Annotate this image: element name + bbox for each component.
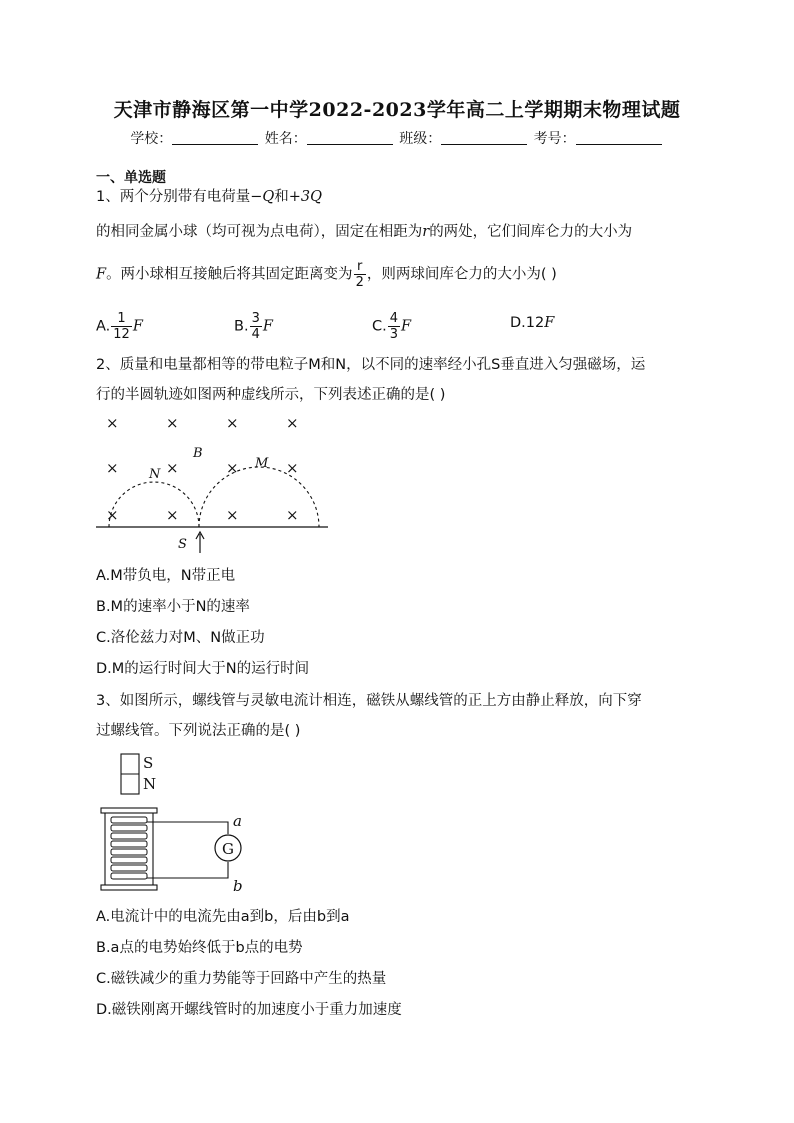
trajectory-m [199, 467, 319, 527]
q3-option-b[interactable]: B.a点的电势始终低于b点的电势 [96, 940, 303, 956]
class-blank [441, 130, 527, 145]
q2-option-b[interactable]: B.M的速率小于N的速率 [96, 599, 250, 615]
school-blank [172, 130, 258, 145]
magnetic-field-figure [94, 410, 334, 560]
q2-option-a[interactable]: A.M带负电，N带正电 [96, 568, 236, 584]
field-cross: × [166, 506, 179, 524]
student-info-row [0, 128, 794, 148]
class-label: 班级： [399, 131, 442, 147]
r-over-2-fraction: $\frac{r}{2}$ [355, 259, 364, 290]
coil-turn [111, 873, 147, 879]
field-cross: × [286, 414, 299, 432]
field-cross: × [106, 459, 119, 477]
field-cross: × [226, 414, 239, 432]
field-cross: × [286, 506, 299, 524]
label-b: B [193, 446, 203, 461]
field-cross: × [226, 459, 239, 477]
point-a-label: a [233, 812, 242, 830]
q1-line3: F。两小球相互接触后将其固定距离变为 $\frac{r}{2}$ ，则两球间库仑力的大小为( ) [96, 259, 557, 290]
solenoid-bottom-plate [101, 885, 157, 890]
pole-n: N [143, 775, 157, 793]
name-label: 姓名： [264, 131, 307, 147]
q1-option-a[interactable]: A. $\frac{1}{12}$ F [96, 311, 143, 342]
exam-number-label: 考号： [533, 131, 576, 147]
field-cross: × [166, 459, 179, 477]
q1-line1: 1、两个分别带有电荷量−Q和+3Q [96, 189, 323, 205]
q2-option-c[interactable]: C.洛伦兹力对M、N做正功 [96, 630, 265, 646]
q1-option-d[interactable]: D.12F [510, 315, 555, 331]
field-cross: × [226, 506, 239, 524]
q1-line2: 的相同金属小球（均可视为点电荷），固定在相距为r的两处，它们间库仑力的大小为 [96, 224, 633, 240]
field-cross: × [106, 414, 119, 432]
coil-turn [111, 865, 147, 871]
q3-line2: 过螺线管。下列说法正确的是( ) [96, 723, 301, 739]
label-n: N [149, 467, 161, 482]
label-s: S [178, 537, 187, 552]
field-cross: × [286, 459, 299, 477]
q3-option-d[interactable]: D.磁铁刚离开螺线管时的加速度小于重力加速度 [96, 1002, 402, 1018]
coil-turn [111, 857, 147, 863]
trajectory-n [109, 482, 199, 527]
pole-s: S [143, 754, 154, 772]
field-cross: × [166, 414, 179, 432]
galvanometer-label: G [222, 840, 234, 858]
wire-bottom [147, 862, 228, 878]
q1-option-b[interactable]: B. $\frac{3}{4}$ F [234, 311, 273, 342]
coil-turn [111, 841, 147, 847]
solenoid-figure [94, 750, 274, 900]
name-blank [307, 130, 393, 145]
q1-option-c[interactable]: C. $\frac{4}{3}$ F [372, 311, 412, 342]
q3-option-c[interactable]: C.磁铁减少的重力势能等于回路中产生的热量 [96, 971, 387, 987]
exam-number-blank [576, 130, 662, 145]
solenoid-top-plate [101, 808, 157, 813]
school-label: 学校： [130, 131, 173, 147]
page-title: 天津市静海区第一中学2022-2023学年高二上学期期末物理试题 [113, 99, 681, 121]
wire-top [147, 822, 228, 834]
coil-turn [111, 833, 147, 839]
q3-line1: 3、如图所示，螺线管与灵敏电流计相连，磁铁从螺线管的正上方由静止释放，向下穿 [96, 693, 642, 709]
q2-line2: 行的半圆轨迹如图两种虚线所示，下列表述正确的是( ) [96, 387, 446, 403]
q2-option-d[interactable]: D.M的运行时间大于N的运行时间 [96, 661, 310, 677]
coil-turn [111, 817, 147, 823]
coil-turn [111, 849, 147, 855]
field-cross: × [106, 506, 119, 524]
label-m: M [255, 456, 269, 471]
solenoid-coil [111, 817, 147, 879]
section-heading: 一、单选题 [96, 170, 166, 186]
q3-option-a[interactable]: A.电流计中的电流先由a到b，后由b到a [96, 909, 350, 925]
point-b-label: b [233, 877, 243, 895]
coil-turn [111, 825, 147, 831]
q2-line1: 2、质量和电量都相等的带电粒子M和N，以不同的速率经小孔S垂直进入匀强磁场，运 [96, 357, 646, 373]
